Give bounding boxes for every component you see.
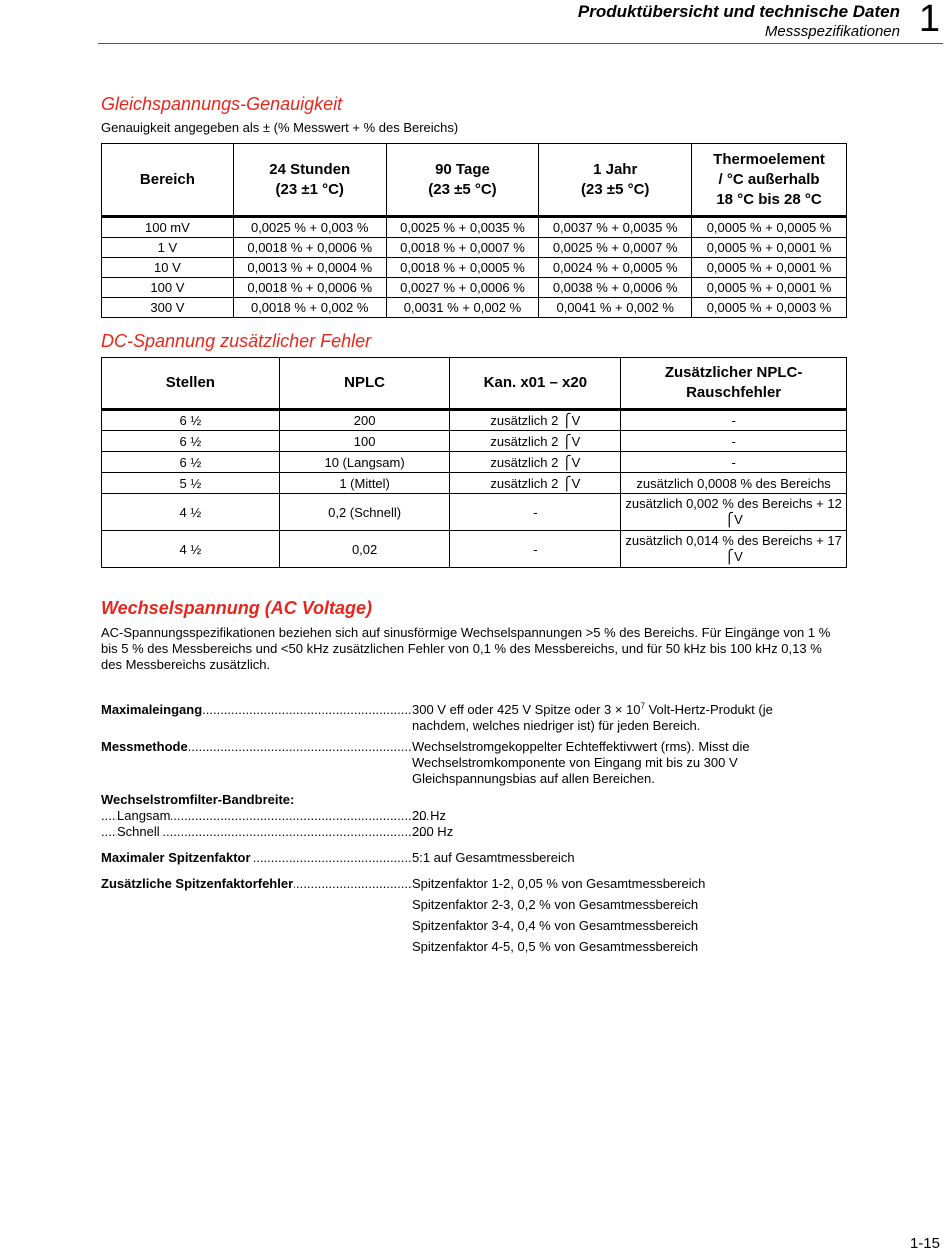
dc-error-title: DC-Spannung zusätzlicher Fehler: [101, 331, 372, 351]
table-cell: 100 mV: [102, 217, 234, 238]
table-row: [102, 410, 847, 431]
table-cell: 0,0013 % + 0,0004 %: [233, 258, 386, 278]
table-cell: 0,0031 % + 0,002 %: [386, 298, 539, 318]
table-cell: 0,2 (Schnell): [279, 494, 450, 531]
table-cell: 0,0041 % + 0,002 %: [539, 298, 692, 318]
dc-accuracy-table: [101, 143, 847, 318]
table-cell: 10 (Langsam): [279, 452, 450, 473]
table-cell: 0,0005 % + 0,0001 %: [692, 258, 847, 278]
table-cell: 4 ½: [102, 531, 280, 568]
header-cell: Thermoelement / °C außerhalb 18 °C bis 28 °C: [692, 144, 847, 217]
header-cell: Stellen: [102, 358, 280, 410]
list-item: Spitzenfaktor 3-4, 0,4 % von Gesamtmessbereich: [412, 918, 699, 933]
table-cell: 0,0018 % + 0,0005 %: [386, 258, 539, 278]
table-cell: zusätzlich 2 ⎧V: [450, 431, 621, 452]
table-cell: 6 ½: [102, 410, 280, 431]
header-cell: 1 Jahr (23 ±5 °C): [539, 144, 692, 217]
table-row: [102, 494, 847, 531]
spec-value: Wechselstromgekoppelter Echteffektivwert (rms). Misst die Wechselstromkomponente von Eingang mit bis zu 300 V Gleichspannungsbias auf allen Bereichen.: [412, 739, 750, 786]
list-item: Spitzenfaktor 4-5, 0,5 % von Gesamtmessbereich: [412, 939, 699, 954]
chapter-number: 1: [918, 0, 940, 40]
list-item: Spitzenfaktor 1-2, 0,05 % von Gesamtmessbereich: [412, 876, 706, 891]
table-cell: 300 V: [102, 298, 234, 318]
table-cell: zusätzlich 2 ⎧V: [450, 452, 621, 473]
table-cell: 0,0038 % + 0,0006 %: [539, 278, 692, 298]
ac-intro: AC-Spannungsspezifikationen beziehen sich auf sinusförmige Wechselspannungen >5 % des Bereichs. Für Eingänge von 1 % bis 5 % des Messbereichs und <50 kHz zusätzlichen Fehler von 0,1 % des Messbereichs, und für 50 kHz bis 100 kHz 0,13 % des Messbereichs zusätzlich.: [101, 625, 831, 672]
table-cell: 4 ½: [102, 494, 280, 531]
spec-value: 20 Hz: [412, 808, 446, 823]
table-cell: zusätzlich 0,0008 % des Bereichs: [621, 473, 847, 494]
table-row: [102, 278, 847, 298]
header-cell: NPLC: [279, 358, 450, 410]
table-cell: 0,0005 % + 0,0003 %: [692, 298, 847, 318]
table-row: [102, 431, 847, 452]
table-cell: 6 ½: [102, 452, 280, 473]
table-cell: 0,0018 % + 0,0006 %: [233, 278, 386, 298]
header-cell: 90 Tage (23 ±5 °C): [386, 144, 539, 217]
spec-label: Zusätzliche Spitzenfaktorfehler: [101, 876, 294, 891]
table-cell: 0,0018 % + 0,002 %: [233, 298, 386, 318]
spec-filter-heading: [101, 792, 821, 808]
spec-value-list: [412, 876, 812, 960]
table-cell: 0,0005 % + 0,0005 %: [692, 217, 847, 238]
table-cell: 10 V: [102, 258, 234, 278]
header-title: Produktübersicht und technische Daten: [577, 2, 900, 21]
table-row: [102, 298, 847, 318]
table-cell: 0,0024 % + 0,0005 %: [539, 258, 692, 278]
table-cell: 0,02: [279, 531, 450, 568]
table-cell: 0,0025 % + 0,0035 %: [386, 217, 539, 238]
table-cell: 0,0037 % + 0,0035 %: [539, 217, 692, 238]
header-cell: Bereich: [102, 144, 234, 217]
table-row: [102, 531, 847, 568]
spec-method: [101, 739, 821, 789]
table-cell: zusätzlich 0,014 % des Bereichs + 17 ⎧V: [621, 531, 847, 568]
table-cell: zusätzlich 0,002 % des Bereichs + 12 ⎧V: [621, 494, 847, 531]
table-cell: 0,0025 % + 0,0007 %: [539, 238, 692, 258]
spec-value: 300 V eff oder 425 V Spitze oder $3 \times 10^7$ Volt-Hertz-Produkt (je nachdem, welches niedriger ist) für jeden Bereich.: [412, 701, 773, 733]
table-cell: zusätzlich 2 ⎧V: [450, 410, 621, 431]
table-cell: 0,0018 % + 0,0006 %: [233, 238, 386, 258]
dc-accuracy-title: Gleichspannungs-Genauigkeit: [101, 94, 343, 114]
dc-accuracy-note: Genauigkeit angegeben als ± (% Messwert + % des Bereichs): [101, 120, 459, 135]
spec-label: Maximaleingang: [101, 702, 203, 717]
dc-error-table: [101, 357, 847, 568]
spec-value: 200 Hz: [412, 824, 454, 839]
spec-crest-errors: [101, 876, 821, 960]
table-cell: -: [621, 452, 847, 473]
table-cell: -: [450, 531, 621, 568]
table-cell: -: [450, 494, 621, 531]
table-cell: 0,0005 % + 0,0001 %: [692, 238, 847, 258]
table-cell: 5 ½: [102, 473, 280, 494]
table-cell: 6 ½: [102, 431, 280, 452]
table-cell: 100: [279, 431, 450, 452]
header-cell: 24 Stunden (23 ±1 °C): [233, 144, 386, 217]
table-cell: -: [621, 431, 847, 452]
table-row: [102, 238, 847, 258]
spec-label: Langsam: [117, 808, 171, 823]
spec-label: Maximaler Spitzenfaktor: [101, 850, 251, 865]
header-cell: Zusätzlicher NPLC- Rauschfehler: [621, 358, 847, 410]
spec-label: Schnell: [117, 824, 160, 839]
header-subtitle: Messspezifikationen: [764, 23, 900, 40]
spec-value: 5:1 auf Gesamtmessbereich: [412, 850, 575, 865]
table-cell: zusätzlich 2 ⎧V: [450, 473, 621, 494]
list-item: Spitzenfaktor 2-3, 0,2 % von Gesamtmessbereich: [412, 897, 699, 912]
table-row: [102, 217, 847, 238]
table-cell: 100 V: [102, 278, 234, 298]
spec-max-input: [101, 702, 821, 736]
table-cell: -: [621, 410, 847, 431]
header-rule: [98, 43, 943, 44]
table-cell: 200: [279, 410, 450, 431]
ac-title: Wechselspannung (AC Voltage): [101, 598, 373, 618]
page-number: 1-15: [909, 1235, 940, 1252]
table-cell: 1 V: [102, 238, 234, 258]
table-row: [102, 473, 847, 494]
table-row: [102, 258, 847, 278]
table-cell: 0,0005 % + 0,0001 %: [692, 278, 847, 298]
table-row: [102, 452, 847, 473]
table-cell: 0,0025 % + 0,003 %: [233, 217, 386, 238]
header-cell: Kan. x01 – x20: [450, 358, 621, 410]
table-cell: 0,0018 % + 0,0007 %: [386, 238, 539, 258]
table-cell: 0,0027 % + 0,0006 %: [386, 278, 539, 298]
spec-label: Wechselstromfilter-Bandbreite:: [101, 792, 295, 807]
spec-label: Messmethode: [101, 739, 188, 754]
table-cell: 1 (Mittel): [279, 473, 450, 494]
